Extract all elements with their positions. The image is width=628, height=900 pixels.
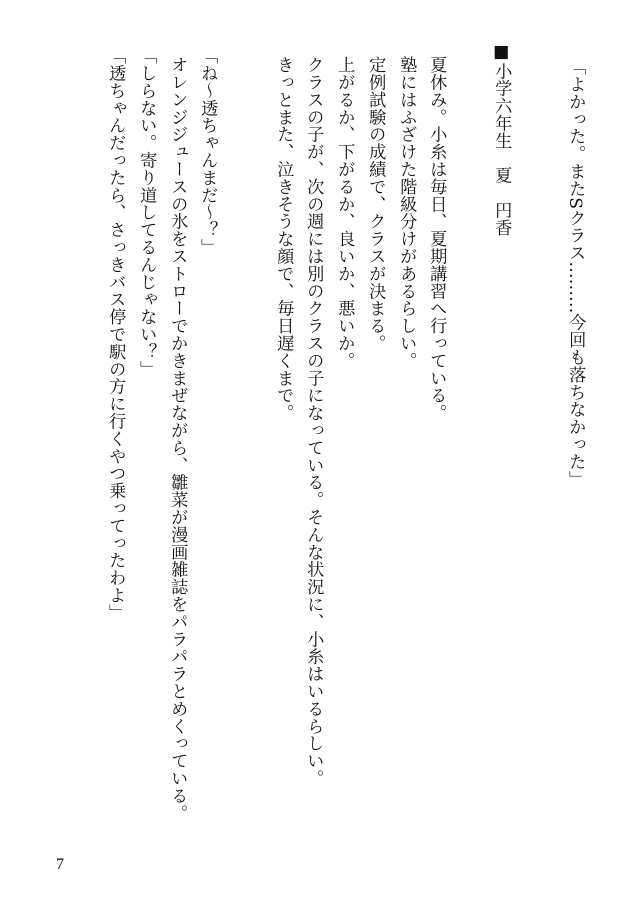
text-line-1: 「よかった。またSクラス………今回も落ちなかった」	[565, 58, 586, 488]
text-line-10: オレンジジュースの氷をストローでかきまぜながら、雛菜が漫画雑誌をパラパラとめくっている。	[167, 56, 188, 822]
text-line-4: 塾にはふざけた階級分けがあるらしい。	[396, 56, 417, 370]
dialogue-line-3: 「透ちゃんだったら、さっきバス停で駅の方に行くやつ乗ってったわよ」	[105, 47, 126, 622]
section-heading: ■小学六年生 夏 円香	[491, 42, 512, 237]
text-line-7: クラスの子が、次の週には別のクラスの子になっている。そんな状況に、小糸はいるらしい。	[303, 56, 324, 787]
text-line-6: 上がるか、下がるか、良いか、悪いか。	[334, 56, 355, 370]
text-line-5: 定例試験の成績で、クラスが決まる。	[365, 56, 386, 352]
dialogue-line-1: 「ね〜透ちゃんまだ〜？」	[197, 47, 218, 256]
text-line-8: きっとまた、泣きそうな顔で、毎日遅くまで。	[273, 56, 294, 422]
text-line-3: 夏休み。小糸は毎日、夏期講習へ行っている。	[426, 56, 447, 422]
dialogue-line-2: 「しらない。寄り道してるんじゃない？」	[136, 47, 157, 378]
page-number: 7	[56, 856, 64, 873]
